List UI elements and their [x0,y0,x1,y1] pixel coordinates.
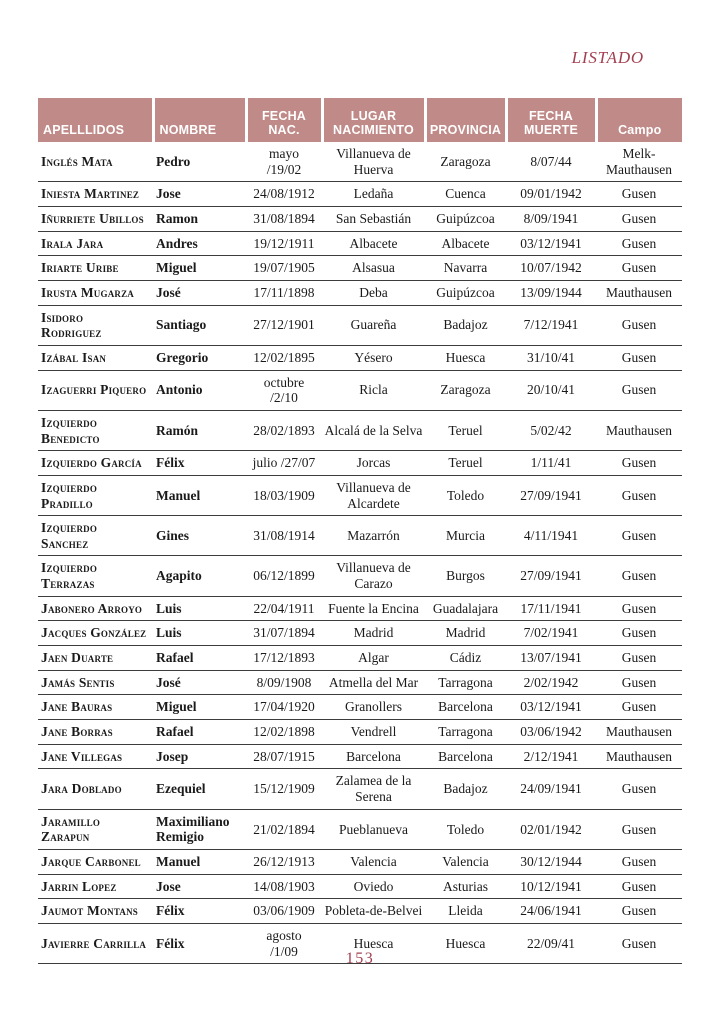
nombre-cell: Ramón [156,422,199,438]
fecha-nac-cell: 15/12/1909 [253,781,315,797]
lugar-nacimiento-cell: Jorcas [356,455,391,471]
table-row [38,899,682,924]
apellidos-cell: Jamás Sentis [41,674,115,690]
fecha-muerte-cell: 03/12/1941 [520,235,582,251]
apellidos-cell: Isidoro Rodriguez [41,309,102,341]
nombre-cell: Josep [156,748,189,764]
fecha-muerte-cell: 2/12/1941 [523,748,579,764]
provincia-cell: Tarragona [438,674,493,690]
fecha-nac-cell: 31/08/1914 [253,527,315,543]
table-row [38,410,682,450]
nombre-cell: José [156,284,181,300]
table-row [38,809,682,849]
lugar-nacimiento-cell: Pueblanueva [339,821,408,837]
apellidos-cell: Izquierdo García [41,455,142,471]
fecha-nac-cell: 19/07/1905 [253,260,315,276]
nombre-cell: José [156,674,181,690]
campo-cell: Gusen [621,674,657,690]
fecha-muerte-cell: 24/09/1941 [520,781,582,797]
campo-cell: Mauthausen [606,422,672,438]
apellidos-cell: Iniesta Martinez [41,186,140,202]
column-header-nombre: NOMBRE [153,98,246,142]
fecha-nac-cell: julio /27/07 [252,455,316,471]
fecha-muerte-cell: 5/02/42 [530,422,572,438]
lugar-nacimiento-cell: Pobleta-de-Belvei [324,903,423,919]
nombre-cell: Miguel [156,260,197,276]
nombre-cell: Ezequiel [156,781,206,797]
fecha-muerte-cell: 13/09/1944 [520,284,582,300]
campo-cell: Gusen [621,699,657,715]
apellidos-cell: Izquierdo Terrazas [41,560,98,592]
fecha-muerte-cell: 10/07/1942 [520,260,582,276]
campo-cell: Melk- Mauthausen [606,146,672,177]
page-number: 153 [345,950,375,967]
nombre-cell: Luis [156,600,182,616]
table-row [38,182,682,207]
fecha-nac-cell: 24/08/1912 [253,186,315,202]
table-row [38,206,682,231]
fecha-nac-cell: 19/12/1911 [253,235,315,251]
table-row [38,305,682,345]
campo-cell: Gusen [621,317,657,333]
campo-cell: Gusen [621,455,657,471]
campo-cell: Gusen [621,568,657,584]
header-row [38,98,682,142]
fecha-nac-cell: 14/08/1903 [253,878,315,894]
provincia-cell: Huesca [445,349,486,365]
table-row [38,345,682,370]
apellidos-cell: Izábal Isan [41,349,107,365]
lugar-nacimiento-cell: San Sebastián [335,210,412,226]
table-row [38,280,682,305]
fecha-muerte-cell: 4/11/1941 [523,527,579,543]
provincia-cell: Cuenca [445,186,486,202]
lugar-nacimiento-cell: Vendrell [350,724,397,740]
lugar-nacimiento-cell: Valencia [350,854,397,869]
fecha-muerte-cell: 09/01/1942 [520,186,582,202]
provincia-cell: Albacete [441,235,490,251]
provincia-cell: Madrid [445,625,486,641]
table-row [38,231,682,256]
lugar-nacimiento-cell: Barcelona [346,748,401,764]
table-row [38,621,682,646]
nombre-cell: Gregorio [156,349,209,365]
apellidos-cell: Izquierdo Benedicto [41,414,100,446]
table-body [38,142,682,964]
lugar-nacimiento-cell: Alsasua [352,260,395,276]
campo-cell: Gusen [621,854,657,869]
apellidos-cell: Jaen Duarte [41,650,114,666]
column-header-provincia: PROVINCIA [425,98,506,142]
provincia-cell: Valencia [442,854,489,869]
fecha-muerte-cell: 7/12/1941 [523,317,579,333]
fecha-muerte-cell: 8/09/1941 [523,210,579,226]
table-row [38,720,682,745]
nombre-cell: Andres [156,235,198,251]
lugar-nacimiento-cell: Atmella del Mar [328,674,419,690]
nombre-cell: Miguel [156,699,197,715]
nombre-cell: Manuel [156,854,201,869]
campo-cell: Mauthausen [606,724,672,740]
campo-cell: Gusen [621,382,657,398]
provincia-cell: Badajoz [443,317,488,333]
table-row [38,475,682,515]
lugar-nacimiento-cell: Villanueva de Huerva [336,146,411,177]
lugar-nacimiento-cell: Huesca [353,935,394,951]
apellidos-cell: Jabonero Arroyo [41,600,143,616]
fecha-muerte-cell: 02/01/1942 [520,821,582,837]
column-header-lugar-nacimiento: LUGAR NACIMIENTO [322,98,425,142]
fecha-nac-cell: 31/07/1894 [253,625,315,641]
lugar-nacimiento-cell: Albacete [349,235,398,251]
table-row [38,516,682,556]
fecha-nac-cell: mayo /19/02 [266,146,302,177]
nombre-cell: Jose [156,878,181,894]
nombre-cell: Gines [156,527,190,543]
fecha-nac-cell: 17/12/1893 [253,650,315,666]
table-row [38,451,682,476]
provincia-cell: Guadalajara [432,600,499,616]
table-row [38,769,682,809]
provincia-cell: Huesca [445,935,486,951]
apellidos-cell: Jane Bauras [41,699,113,715]
campo-cell: Gusen [621,527,657,543]
fecha-muerte-cell: 03/12/1941 [520,699,582,715]
fecha-muerte-cell: 2/02/1942 [523,674,579,690]
provincia-cell: Guipúzcoa [436,210,495,226]
fecha-muerte-cell: 03/06/1942 [520,724,582,740]
fecha-muerte-cell: 17/11/1941 [520,600,582,616]
fecha-nac-cell: 26/12/1913 [253,854,315,869]
provincia-cell: Cádiz [449,650,482,666]
table-row [38,256,682,281]
campo-cell: Gusen [621,878,657,894]
campo-cell: Gusen [621,487,657,503]
fecha-muerte-cell: 13/07/1941 [520,650,582,666]
fecha-muerte-cell: 22/09/41 [526,935,575,951]
running-header: LISTADO [571,48,644,67]
fecha-muerte-cell: 27/09/1941 [520,568,582,584]
apellidos-cell: Jara Doblado [41,781,122,797]
campo-cell: Gusen [621,600,657,616]
provincia-cell: Badajoz [443,781,488,797]
lugar-nacimiento-cell: Alcalá de la Selva [324,422,423,438]
campo-cell: Gusen [621,650,657,666]
provincia-cell: Lleida [448,903,483,919]
nombre-cell: Rafael [156,724,194,740]
table-row [38,695,682,720]
lugar-nacimiento-cell: Deba [359,284,388,300]
fecha-nac-cell: 03/06/1909 [253,903,315,919]
victims-table [38,98,682,964]
fecha-nac-cell: 21/02/1894 [253,821,315,837]
fecha-nac-cell: 06/12/1899 [253,568,315,584]
lugar-nacimiento-cell: Algar [358,650,389,666]
lugar-nacimiento-cell: Villanueva de Carazo [336,560,411,592]
column-header-fecha-nac: FECHA NAC. [246,98,322,142]
campo-cell: Gusen [621,186,657,202]
table-row [38,670,682,695]
campo-cell: Gusen [621,821,657,837]
lugar-nacimiento-cell: Yésero [354,349,393,365]
lugar-nacimiento-cell: Ledaña [353,186,394,202]
apellidos-cell: Izquierdo Pradillo [41,479,98,511]
fecha-nac-cell: 27/12/1901 [253,317,315,333]
table-row [38,646,682,671]
fecha-muerte-cell: 7/02/1941 [523,625,579,641]
lugar-nacimiento-cell: Guareña [350,317,397,333]
table-row [38,850,682,875]
nombre-cell: Santiago [156,317,207,333]
fecha-nac-cell: octubre /2/10 [263,374,305,406]
provincia-cell: Zaragoza [440,382,491,398]
table-row [38,596,682,621]
nombre-cell: Jose [156,186,181,202]
campo-cell: Gusen [621,210,657,226]
apellidos-cell: Inglés Mata [41,153,113,169]
lugar-nacimiento-cell: Mazarrón [347,527,400,543]
nombre-cell: Manuel [156,487,201,503]
fecha-muerte-cell: 31/10/41 [526,349,575,365]
fecha-nac-cell: 18/03/1909 [253,487,315,503]
lugar-nacimiento-cell: Madrid [353,625,394,641]
apellidos-cell: Javierre Carrilla [41,935,147,951]
campo-cell: Gusen [621,935,657,951]
provincia-cell: Burgos [446,568,485,584]
nombre-cell: Félix [156,903,185,919]
apellidos-cell: Jarque Carbonel [41,854,141,869]
lugar-nacimiento-cell: Granollers [345,699,402,715]
apellidos-cell: Jane Borras [41,724,113,740]
provincia-cell: Teruel [448,422,483,438]
fecha-muerte-cell: 1/11/41 [530,455,572,471]
fecha-muerte-cell: 10/12/1941 [520,878,582,894]
apellidos-cell: Jaramillo Zarapun [41,813,101,845]
lugar-nacimiento-cell: Zalamea de la Serena [335,773,412,805]
table-row [38,874,682,899]
provincia-cell: Asturias [443,878,488,894]
fecha-muerte-cell: 24/06/1941 [520,903,582,919]
fecha-nac-cell: 17/11/1898 [253,284,315,300]
nombre-cell: Maximiliano Remigio [156,813,230,845]
apellidos-cell: Iriarte Uribe [41,260,119,276]
provincia-cell: Navarra [443,260,488,276]
nombre-cell: Ramon [156,210,199,226]
provincia-cell: Toledo [446,487,485,503]
nombre-cell: Pedro [156,153,191,169]
fecha-muerte-cell: 8/07/44 [530,153,572,169]
table-row [38,370,682,410]
apellidos-cell: Irusta Mugarza [41,284,135,300]
campo-cell: Mauthausen [606,748,672,764]
campo-cell: Gusen [621,903,657,919]
provincia-cell: Murcia [446,527,485,543]
fecha-muerte-cell: 27/09/1941 [520,487,582,503]
fecha-nac-cell: 12/02/1895 [253,349,315,365]
lugar-nacimiento-cell: Ricla [359,382,388,398]
campo-cell: Gusen [621,235,657,251]
fecha-nac-cell: 28/07/1915 [253,748,315,764]
provincia-cell: Zaragoza [440,153,491,169]
fecha-muerte-cell: 30/12/1944 [520,854,582,869]
fecha-nac-cell: 31/08/1894 [253,210,315,226]
nombre-cell: Félix [156,455,185,471]
apellidos-cell: Jane Villegas [41,748,123,764]
provincia-cell: Teruel [448,455,483,471]
apellidos-cell: Jaumot Montans [41,903,139,919]
apellidos-cell: Iñurriete Ubillos [41,210,144,226]
column-header-apellidos: APELLLIDOS [38,98,153,142]
fecha-nac-cell: agosto /1/09 [266,927,302,959]
table-row [38,556,682,596]
nombre-cell: Agapito [156,568,202,584]
column-header-fecha-muerte: FECHA MUERTE [506,98,596,142]
provincia-cell: Toledo [446,821,485,837]
fecha-nac-cell: 12/02/1898 [253,724,315,740]
campo-cell: Mauthausen [606,284,672,300]
fecha-muerte-cell: 20/10/41 [526,382,575,398]
apellidos-cell: Izaguerri Piquero [41,382,147,398]
apellidos-cell: Izquierdo Sanchez [41,520,98,551]
apellidos-cell: Jarrin Lopez [41,878,117,894]
lugar-nacimiento-cell: Villanueva de Alcardete [336,479,411,511]
fecha-nac-cell: 22/04/1911 [253,600,315,616]
table-row [38,142,682,182]
apellidos-cell: Jacques González [41,625,147,641]
nombre-cell: Luis [156,625,182,641]
fecha-nac-cell: 8/09/1908 [256,674,312,690]
provincia-cell: Tarragona [438,724,493,740]
campo-cell: Gusen [621,349,657,365]
nombre-cell: Antonio [156,382,203,398]
fecha-nac-cell: 17/04/1920 [253,699,315,715]
campo-cell: Gusen [621,260,657,276]
provincia-cell: Barcelona [438,748,493,764]
table-row [38,744,682,769]
column-header-campo: Campo [596,98,682,142]
provincia-cell: Guipúzcoa [436,284,495,300]
nombre-cell: Félix [156,935,185,951]
table-header [38,98,682,142]
lugar-nacimiento-cell: Oviedo [353,878,394,894]
campo-cell: Gusen [621,781,657,797]
nombre-cell: Rafael [156,650,194,666]
lugar-nacimiento-cell: Fuente la Encina [328,600,419,616]
fecha-nac-cell: 28/02/1893 [253,422,315,438]
campo-cell: Gusen [621,625,657,641]
provincia-cell: Barcelona [438,699,493,715]
apellidos-cell: Irala Jara [41,235,104,251]
